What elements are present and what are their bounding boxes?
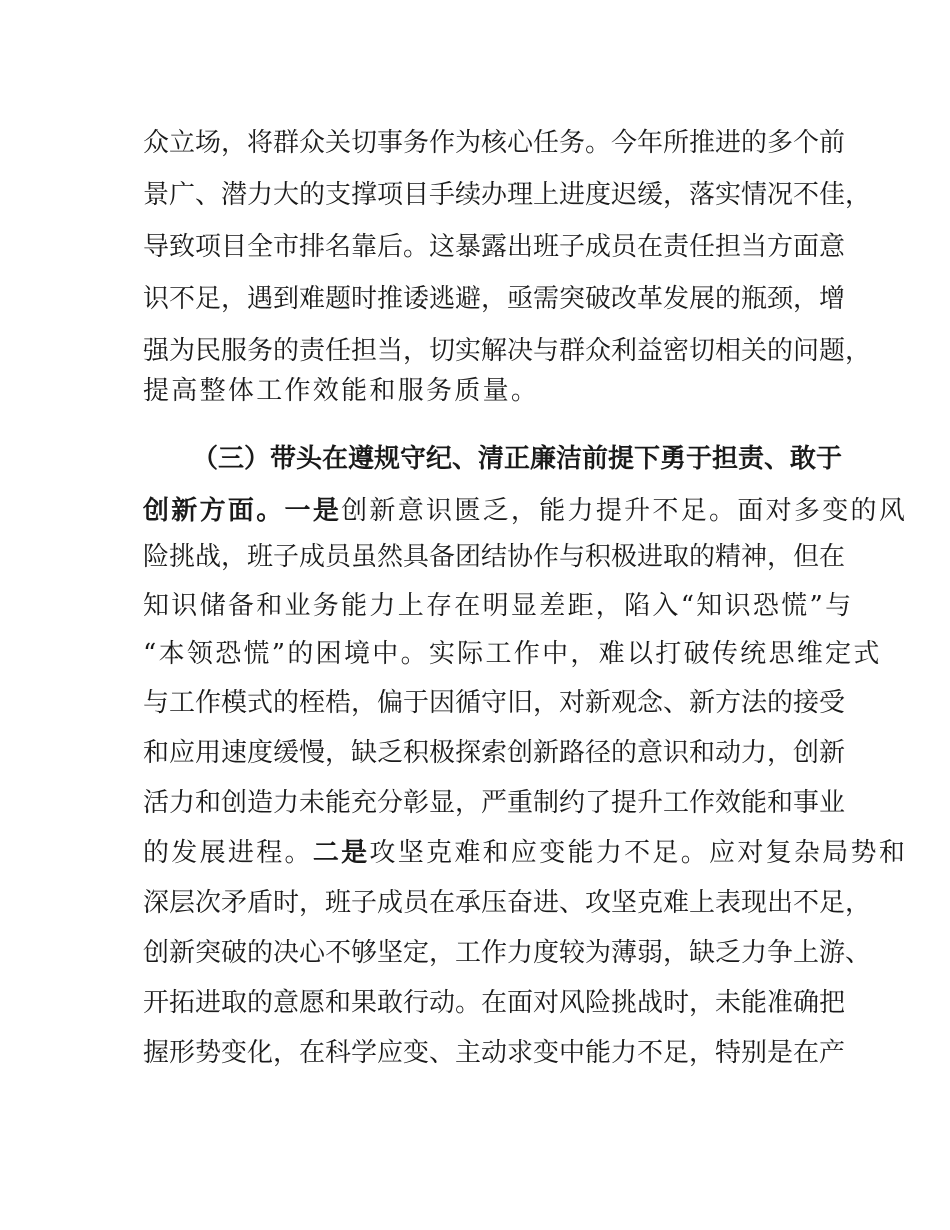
paragraph-line: 创新突破的决心不够坚定，工作力度较为薄弱，缺乏力争上游、: [143, 938, 872, 968]
section-heading: （三）带头在遵规守纪、清正廉洁前提下勇于担责、敢于: [192, 444, 843, 474]
paragraph-text: 创新意识匮乏，能力提升不足。面对多变的风: [341, 496, 908, 526]
paragraph-line: 众立场，将群众关切事务作为核心任务。今年所推进的多个前: [143, 128, 846, 158]
paragraph-text: 攻坚克难和应变能力不足。应对复杂局势和: [369, 838, 908, 868]
point-label: 二是: [312, 838, 370, 868]
paragraph-line: 握形势变化，在科学应变、主动求变中能力不足，特别是在产: [143, 1038, 846, 1068]
point-label: 一是: [284, 496, 342, 526]
paragraph-line: 强为民服务的责任担当，切实解决与群众利益密切相关的问题，: [143, 336, 872, 366]
paragraph-line: 活力和创造力未能充分彰显，严重制约了提升工作效能和事业: [143, 788, 846, 818]
section-heading-end: 创新方面。: [143, 496, 285, 526]
paragraph-line: 开拓进取的意愿和果敢行动。在面对风险挑战时，未能准确把: [143, 988, 846, 1018]
paragraph-line: 深层次矛盾时，班子成员在承压奋进、攻坚克难上表现出不足，: [143, 888, 872, 918]
paragraph-line: 导致项目全市排名靠后。这暴露出班子成员在责任担当方面意: [143, 232, 846, 262]
paragraph-line: [143, 827, 908, 879]
paragraph-line: [143, 485, 908, 537]
paragraph-text: 的发展进程。: [143, 838, 313, 868]
paragraph-line: 知识储备和业务能力上存在明显差距，陷入“知识恐慌”与: [143, 591, 854, 621]
paragraph-line: 与工作模式的桎梏，偏于因循守旧，对新观念、新方法的接受: [143, 688, 846, 718]
paragraph-line: 识不足，遇到难题时推诿逃避，亟需突破改革发展的瓶颈，增: [143, 284, 846, 314]
paragraph-line: 景广、潜力大的支撑项目手续办理上进度迟缓，落实情况不佳，: [143, 180, 872, 210]
paragraph-line: “本领恐慌”的困境中。实际工作中，难以打破传统思维定式: [143, 639, 882, 669]
paragraph-line: 险挑战，班子成员虽然具备团结协作与积极进取的精神，但在: [143, 542, 846, 572]
paragraph-line: 和应用速度缓慢，缺乏积极探索创新路径的意识和动力，创新: [143, 738, 846, 768]
paragraph-line: 提高整体工作效能和服务质量。: [143, 376, 540, 406]
